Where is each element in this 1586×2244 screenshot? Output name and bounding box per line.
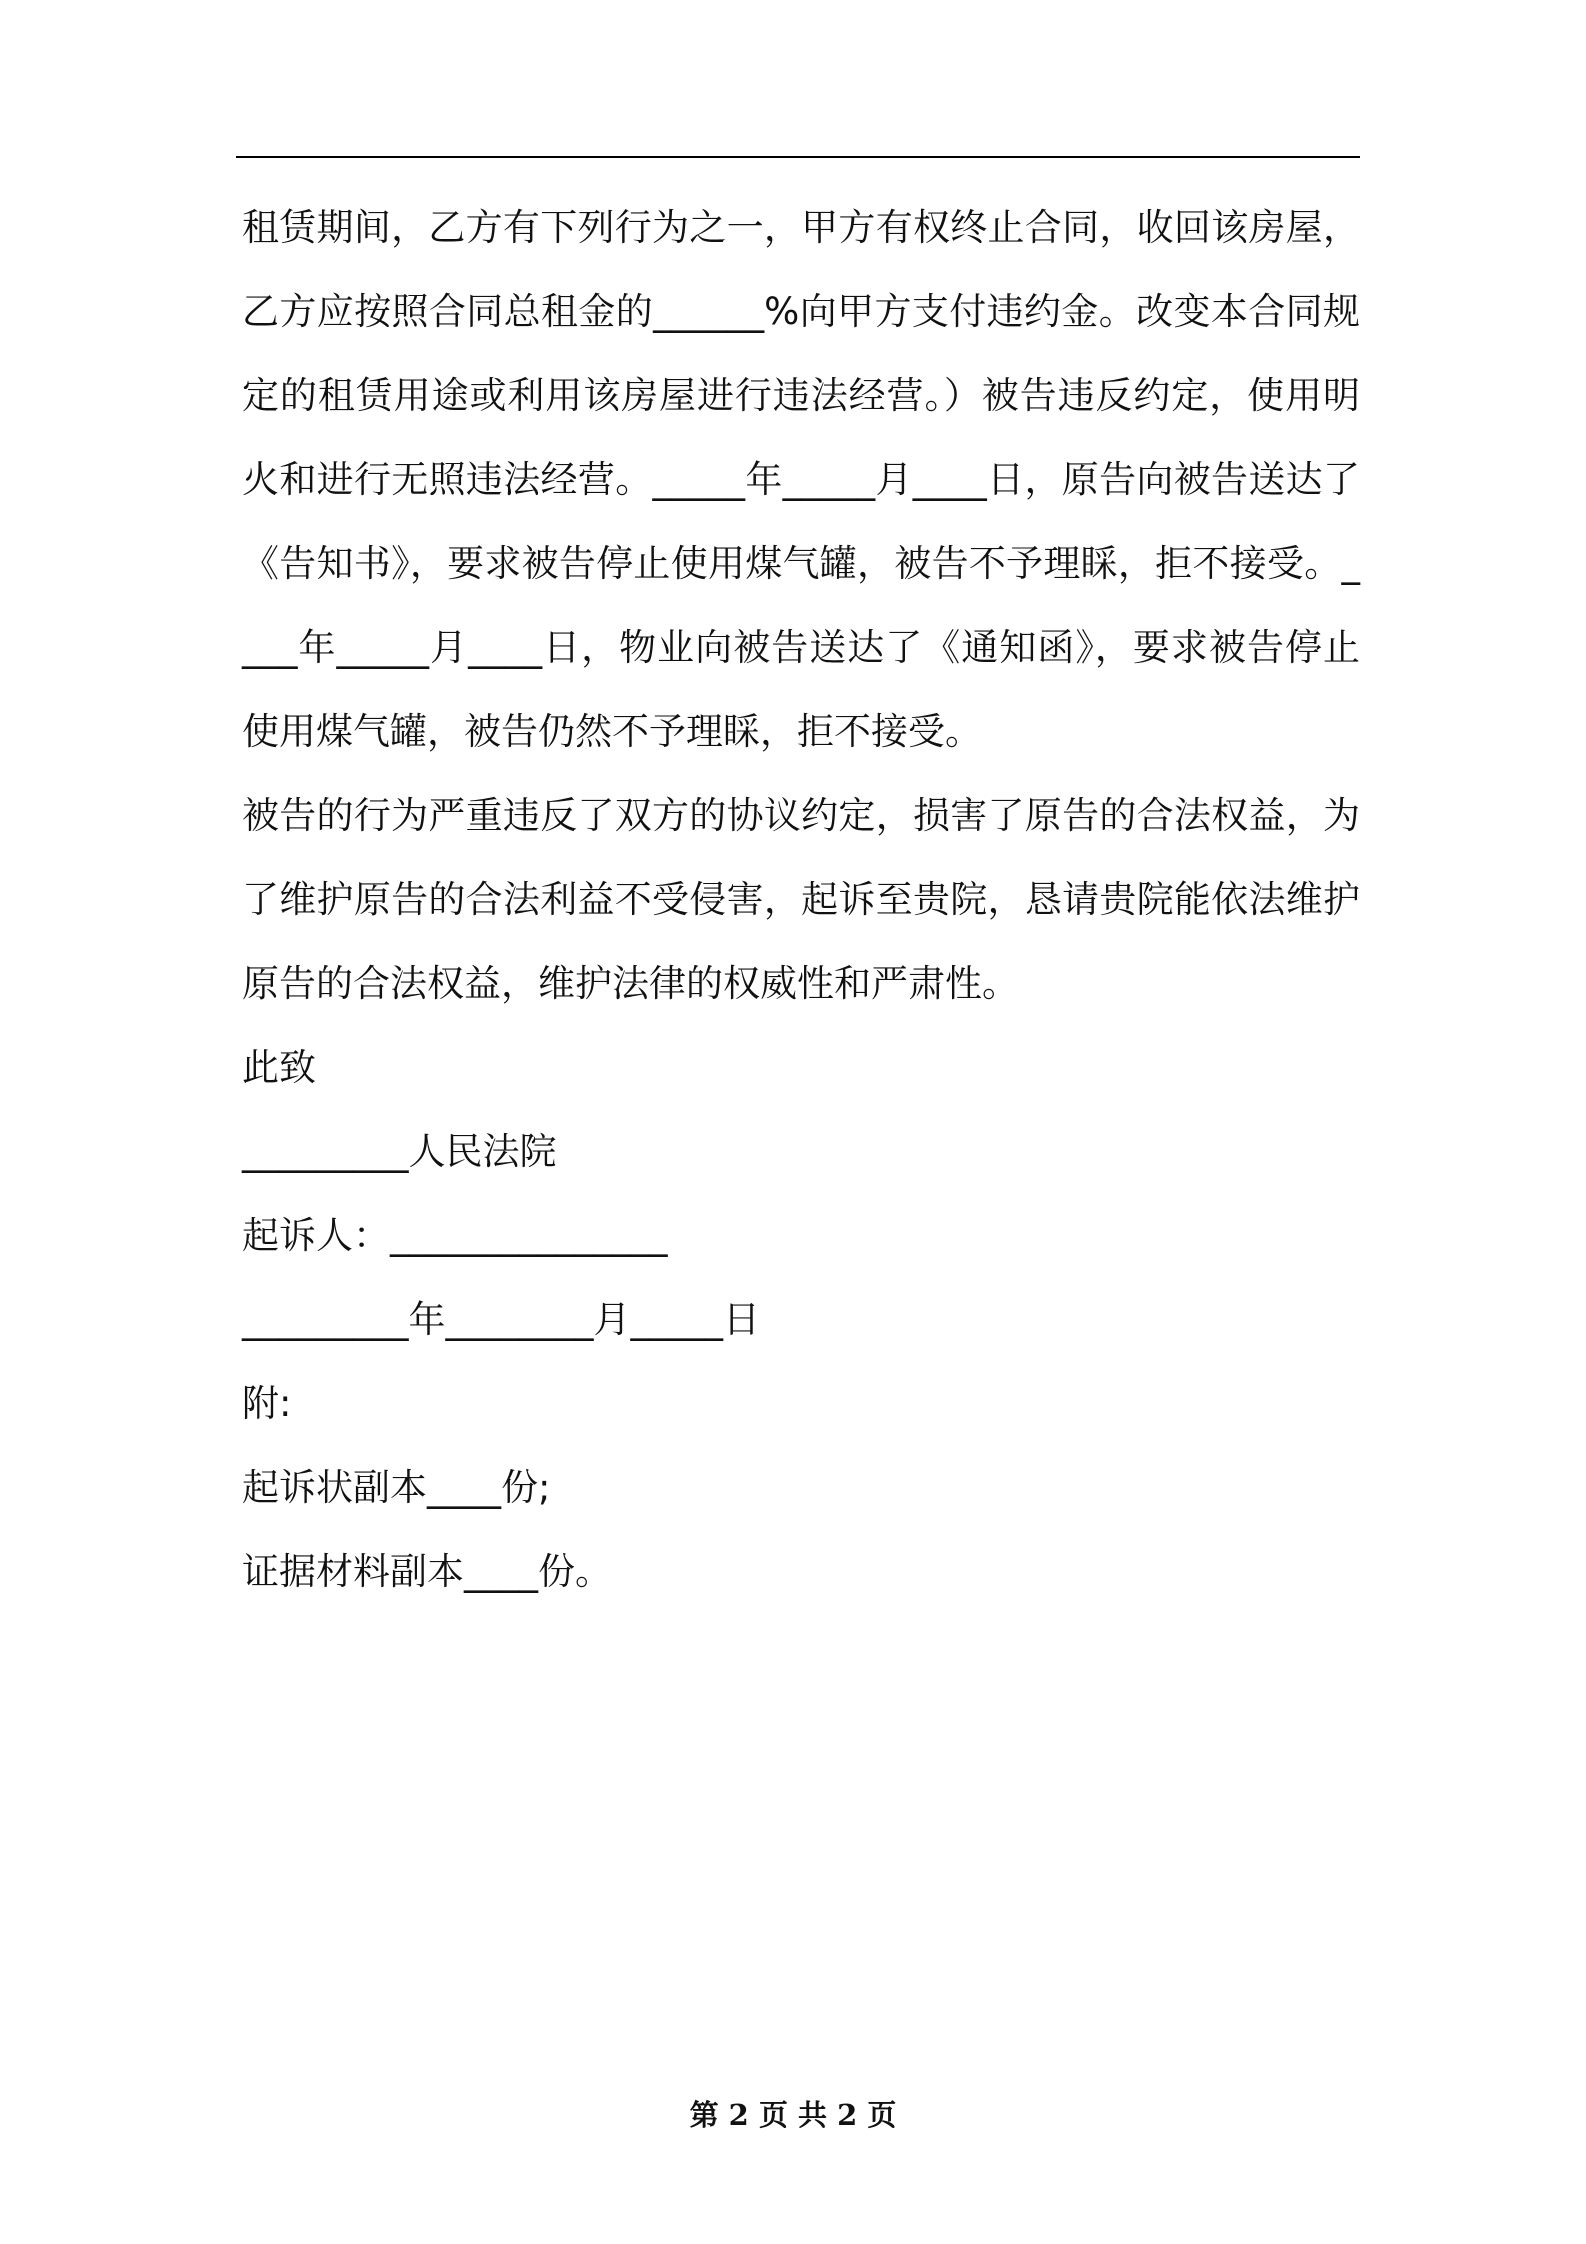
attachment-item-complaint-copies: 起诉状副本____份; (242, 1466, 551, 1509)
attachment-item-evidence-copies: 证据材料副本____份。 (242, 1550, 612, 1593)
attachments-label: 附: (242, 1382, 292, 1425)
court-line: _________人民法院 (242, 1130, 557, 1173)
plaintiff-line: 起诉人：_______________ (242, 1214, 668, 1257)
document-body (242, 186, 1360, 1614)
page-number: 第 2 页 共 2 页 (689, 2098, 897, 2132)
header-divider (236, 156, 1360, 158)
paragraph-lease-violation: 租赁期间，乙方有下列行为之一，甲方有权终止合同，收回该房屋，乙方应按照合同总租金的______%向甲方支付违约金。改变本合同规定的租赁用途或利用该房屋进行违法经营。）被告违反约定，使用明火和进行无照违法经营。_____年_____月____日，原告向被告送达了《告知书》，要求被告停止使用煤气罐，被告不予理睬，拒不接受。____年_____月____日，物业向被告送达了《通知函》，要求被告停止使用煤气罐，被告仍然不予理睬，拒不接受。 (242, 206, 1360, 753)
closing-salutation: 此致 (242, 1046, 316, 1089)
paragraph-claim: 被告的行为严重违反了双方的协议约定，损害了原告的合法权益，为了维护原告的合法利益不受侵害，起诉至贵院，恳请贵院能依法维护原告的合法权益，维护法律的权威性和严肃性。 (242, 794, 1360, 1005)
date-line: _________年________月_____日 (242, 1298, 760, 1341)
